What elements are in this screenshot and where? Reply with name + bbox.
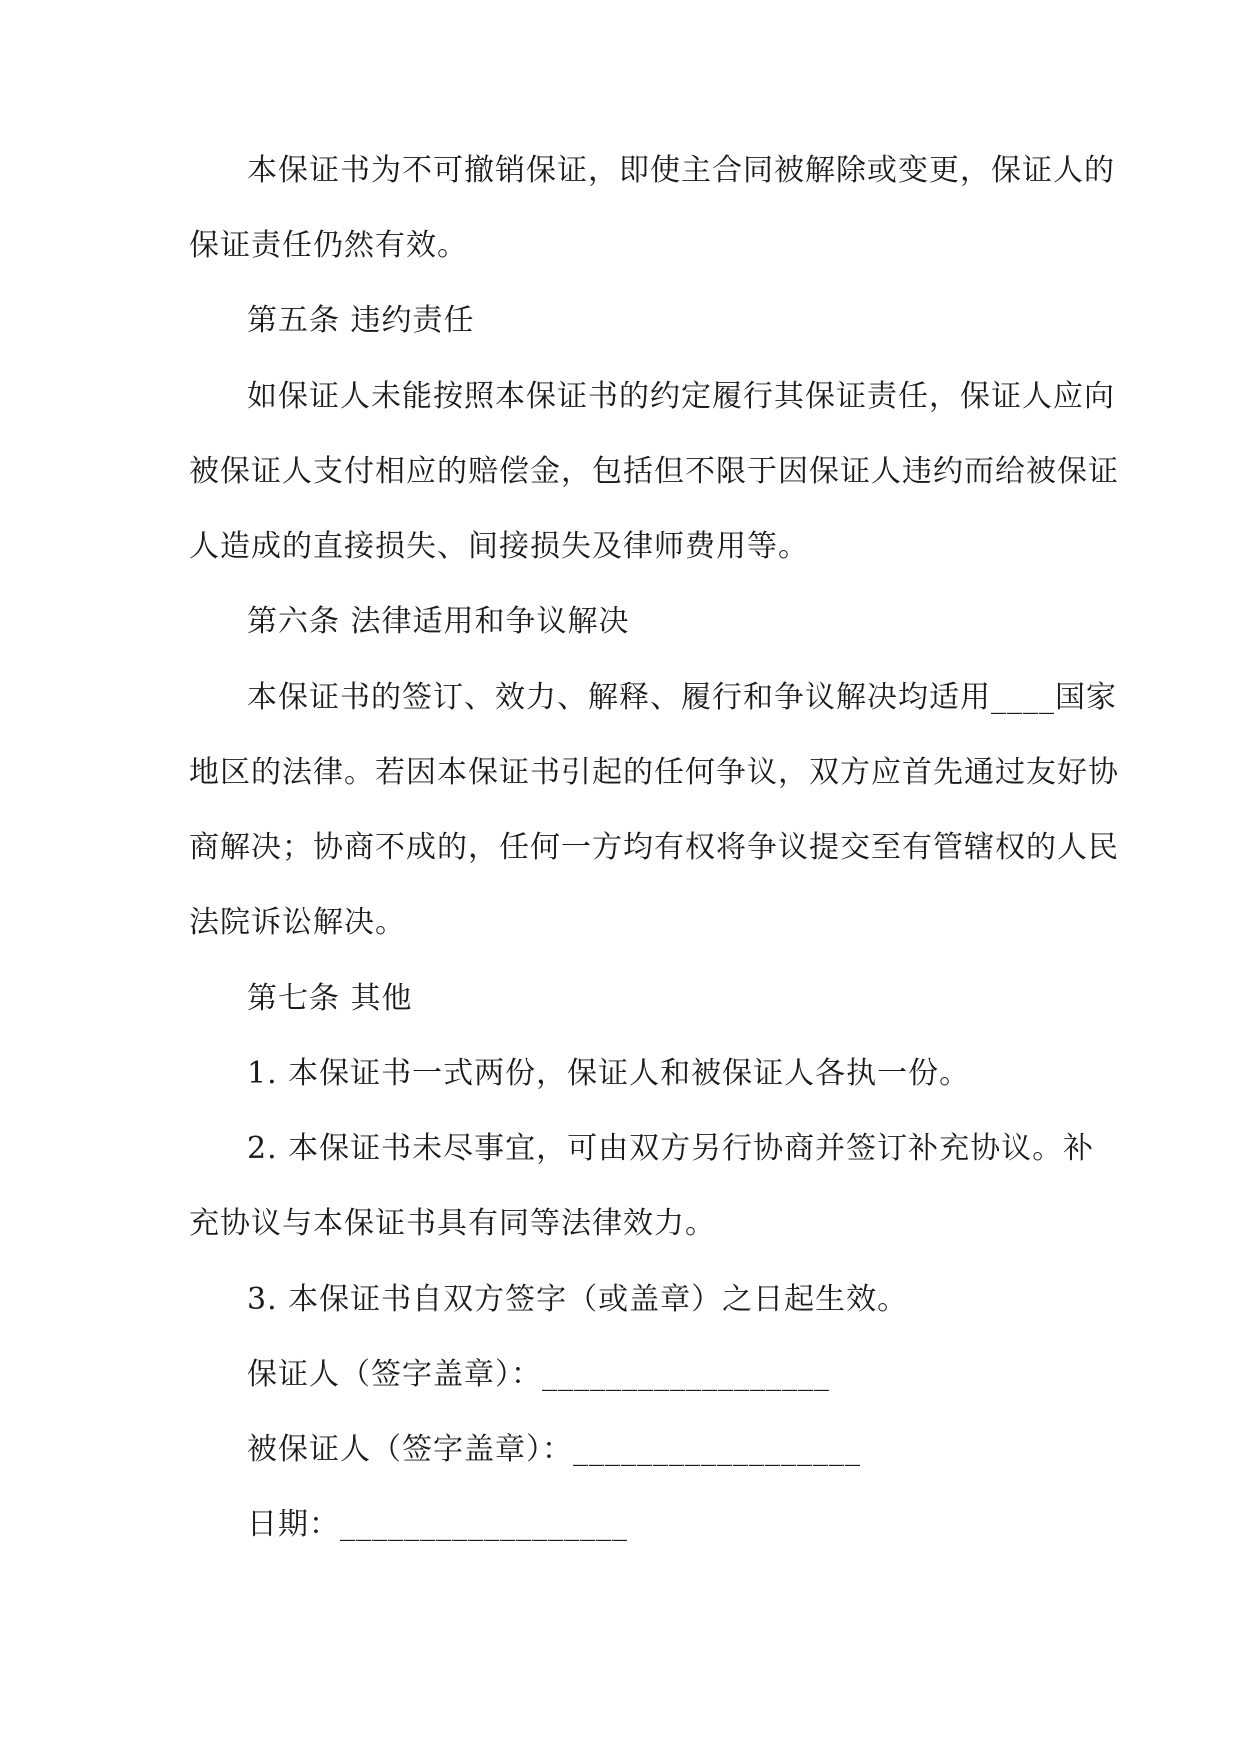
article-5-body-line-2: 被保证人支付相应的赔偿金，包括但不限于因保证人违约而给被保证 [189, 454, 1119, 489]
article-5-body-line-3: 人造成的直接损失、间接损失及律师费用等。 [189, 529, 809, 564]
article-7-item-2-line-2: 充协议与本保证书具有同等法律效力。 [189, 1206, 716, 1241]
date-line: 日期：__________________ [247, 1507, 628, 1542]
article-7-heading: 第七条 其他 [247, 981, 413, 1016]
article-6-body-line-1: 本保证书的签订、效力、解释、履行和争议解决均适用____国家 [247, 680, 1117, 715]
article-6-body-line-2: 地区的法律。若因本保证书引起的任何争议，双方应首先通过友好协 [189, 755, 1119, 790]
paragraph-irrevocable-line-2: 保证责任仍然有效。 [189, 228, 468, 263]
article-6-heading: 第六条 法律适用和争议解决 [247, 604, 630, 639]
article-7-item-3: 3. 本保证书自双方签字（或盖章）之日起生效。 [247, 1282, 909, 1317]
article-5-body-line-1: 如保证人未能按照本保证书的约定履行其保证责任，保证人应向 [247, 379, 1115, 414]
paragraph-irrevocable-line-1: 本保证书为不可撤销保证，即使主合同被解除或变更，保证人的 [247, 153, 1115, 188]
article-6-body-line-3: 商解决；协商不成的，任何一方均有权将争议提交至有管辖权的人民 [189, 830, 1119, 865]
article-5-heading: 第五条 违约责任 [247, 303, 475, 338]
article-7-item-1: 1. 本保证书一式两份，保证人和被保证人各执一份。 [247, 1056, 971, 1091]
article-6-body-line-4: 法院诉讼解决。 [189, 905, 406, 940]
guaranteed-signature-line: 被保证人（签字盖章）：__________________ [247, 1432, 861, 1467]
guarantor-signature-line: 保证人（签字盖章）：__________________ [247, 1357, 830, 1392]
article-7-item-2-line-1: 2. 本保证书未尽事宜，可由双方另行协商并签订补充协议。补 [247, 1131, 1095, 1166]
